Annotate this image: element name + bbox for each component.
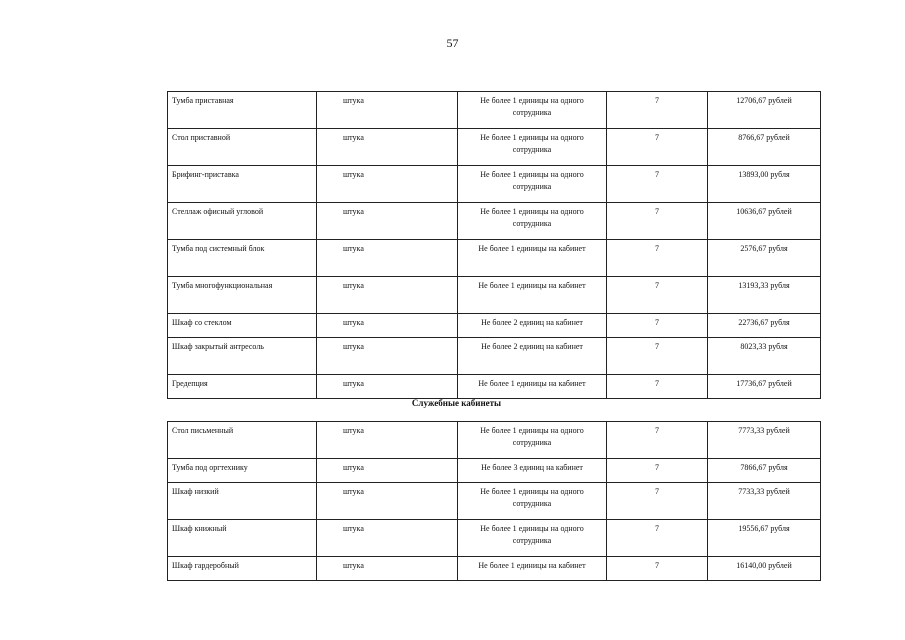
item-years: 7 — [607, 129, 708, 166]
item-years: 7 — [607, 277, 708, 314]
item-name: Стол приставной — [168, 129, 317, 166]
item-name: Шкаф закрытый антресоль — [168, 338, 317, 375]
item-price: 8023,33 рубля — [708, 338, 821, 375]
table-row — [168, 166, 821, 203]
item-name: Тумба под системный блок — [168, 240, 317, 277]
item-norm: Не более 3 единиц на кабинет — [458, 459, 607, 483]
page-number: 57 — [446, 36, 459, 50]
item-price: 16140,00 рублей — [708, 557, 821, 581]
item-years: 7 — [607, 483, 708, 520]
item-years: 7 — [607, 338, 708, 375]
item-norm: Не более 1 единицы на одного сотрудника — [458, 520, 607, 557]
item-years: 7 — [607, 459, 708, 483]
item-name: Тумба многофункциональная — [168, 277, 317, 314]
table-row — [168, 203, 821, 240]
item-years: 7 — [607, 422, 708, 459]
table-row — [168, 314, 821, 338]
table-row — [168, 557, 821, 581]
item-price: 8766,67 рублей — [708, 129, 821, 166]
item-name: Тумба под оргтехнику — [168, 459, 317, 483]
table-row — [168, 520, 821, 557]
item-years: 7 — [607, 92, 708, 129]
item-unit: штука — [317, 338, 458, 375]
item-unit: штука — [317, 129, 458, 166]
item-unit: штука — [317, 92, 458, 129]
item-name: Брифинг-приставка — [168, 166, 317, 203]
item-name: Шкаф со стеклом — [168, 314, 317, 338]
item-unit: штука — [317, 240, 458, 277]
item-norm: Не более 2 единиц на кабинет — [458, 314, 607, 338]
item-years: 7 — [607, 520, 708, 557]
furniture-table-offices — [167, 421, 821, 581]
item-years: 7 — [607, 375, 708, 399]
item-price: 19556,67 рубля — [708, 520, 821, 557]
item-name: Шкаф гардеробный — [168, 557, 317, 581]
item-unit: штука — [317, 166, 458, 203]
item-unit: штука — [317, 277, 458, 314]
table-row — [168, 92, 821, 129]
section-title: Служебные кабинеты — [411, 398, 502, 408]
furniture-table-general — [167, 91, 821, 399]
item-unit: штука — [317, 483, 458, 520]
item-price: 13893,00 рубля — [708, 166, 821, 203]
item-norm: Не более 1 единицы на кабинет — [458, 375, 607, 399]
item-name: Тумба приставная — [168, 92, 317, 129]
table-row — [168, 338, 821, 375]
table-row — [168, 483, 821, 520]
item-years: 7 — [607, 557, 708, 581]
item-unit: штука — [317, 314, 458, 338]
item-name: Стол письменный — [168, 422, 317, 459]
item-norm: Не более 1 единицы на одного сотрудника — [458, 92, 607, 129]
item-unit: штука — [317, 557, 458, 581]
item-norm: Не более 1 единицы на кабинет — [458, 557, 607, 581]
item-price: 12706,67 рублей — [708, 92, 821, 129]
item-price: 22736,67 рубля — [708, 314, 821, 338]
item-name: Стеллаж офисный угловой — [168, 203, 317, 240]
item-unit: штука — [317, 520, 458, 557]
item-years: 7 — [607, 240, 708, 277]
item-norm: Не более 1 единицы на одного сотрудника — [458, 483, 607, 520]
item-norm: Не более 1 единицы на одного сотрудника — [458, 129, 607, 166]
item-price: 17736,67 рублей — [708, 375, 821, 399]
table-row — [168, 422, 821, 459]
item-price: 7866,67 рубля — [708, 459, 821, 483]
item-norm: Не более 1 единицы на одного сотрудника — [458, 422, 607, 459]
item-price: 7733,33 рублей — [708, 483, 821, 520]
item-unit: штука — [317, 203, 458, 240]
item-unit: штука — [317, 459, 458, 483]
item-norm: Не более 1 единицы на одного сотрудника — [458, 166, 607, 203]
table-row — [168, 240, 821, 277]
item-unit: штука — [317, 422, 458, 459]
item-name: Гредепция — [168, 375, 317, 399]
item-norm: Не более 1 единицы на одного сотрудника — [458, 203, 607, 240]
item-name: Шкаф низкий — [168, 483, 317, 520]
table-row — [168, 459, 821, 483]
item-norm: Не более 1 единицы на кабинет — [458, 240, 607, 277]
item-norm: Не более 2 единиц на кабинет — [458, 338, 607, 375]
item-unit: штука — [317, 375, 458, 399]
item-years: 7 — [607, 314, 708, 338]
item-price: 2576,67 рубля — [708, 240, 821, 277]
table-row — [168, 277, 821, 314]
table-row — [168, 375, 821, 399]
item-price: 10636,67 рублей — [708, 203, 821, 240]
item-name: Шкаф книжный — [168, 520, 317, 557]
item-years: 7 — [607, 203, 708, 240]
item-price: 13193,33 рубля — [708, 277, 821, 314]
item-norm: Не более 1 единицы на кабинет — [458, 277, 607, 314]
table-row — [168, 129, 821, 166]
item-years: 7 — [607, 166, 708, 203]
item-price: 7773,33 рублей — [708, 422, 821, 459]
